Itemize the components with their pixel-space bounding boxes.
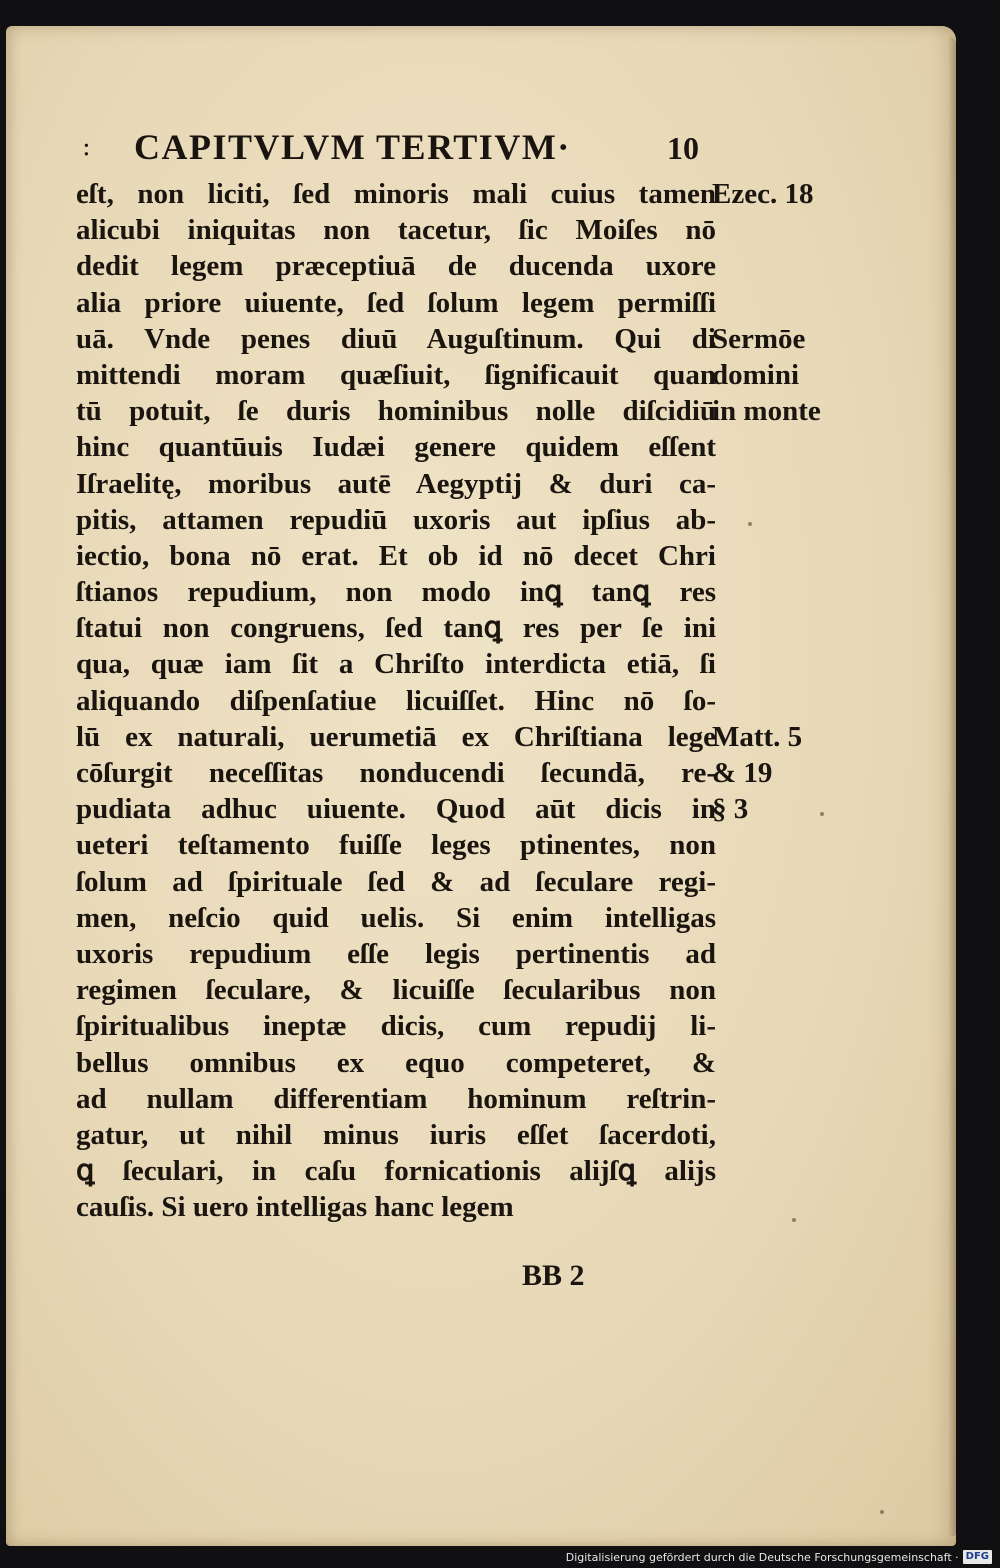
body-text [76,176,716,1225]
text-line: ſtianos repudium, non modo inꝗ tanꝗ res [76,576,716,609]
credit-text: Digitalisierung gefördert durch die Deutsche Forschungsgemeinschaft · [565,1550,959,1564]
header-mark: : [82,132,91,162]
text-line: ad nullam differentiam hominum reſtrin- [76,1082,716,1115]
margin-note: Ezec. 18 [712,178,814,210]
margin-note: & 19 [712,757,773,790]
text-line: dedit legem præceptiuā de ducenda uxore [76,250,716,283]
text-line: iectio, bona nō erat. Et ob id nō decet Chri [76,539,716,572]
margin-note: in monte [712,395,821,428]
text-line: gatur, ut nihil minus iuris eſſet ſacerdoti, [76,1118,716,1151]
text-line: pudiata adhuc uiuente. Quod aūt dicis in [76,793,716,826]
text-line: tū potuit, ſe duris hominibus nolle diſcidiū [76,395,716,428]
text-line: aliquando diſpenſatiue licuiſſet. Hinc nō ſo- [76,684,716,717]
page-edge-shadow [948,36,956,1536]
paper-speck [820,812,824,816]
text-line: qua, quæ iam ſit a Chriſto interdicta etiā, ſi [76,648,716,681]
paper-speck [792,1218,796,1222]
text-line: mittendi moram quæſiuit, ſignificauit quan [76,358,716,391]
margin-note: Matt. 5 [712,721,803,753]
digitization-credit [566,1548,992,1566]
text-line: cōſurgit neceſſitas nonducendi ſecundā, re- [76,757,716,789]
text-line: uā. Vnde penes diuū Auguſtinum. Qui di [76,322,716,355]
text-line: ueteri teſtamento fuiſſe leges ptinentes, non [76,829,716,862]
text-line: ſolum ad ſpirituale ſed & ad ſeculare regi- [76,865,716,898]
text-line: ſtatui non congruens, ſed tanꝗ res per ſe ini [76,612,716,645]
signature-mark: BB 2 [522,1259,585,1292]
text-line: eſt, non liciti, ſed minoris mali cuius tamen [76,178,716,210]
text-line: regimen ſeculare, & licuiſſe ſecularibus non [76,974,716,1007]
dfg-logo-icon: DFG [963,1550,992,1564]
text-line: Iſraelitę, moribus autē Aegyptij & duri ca- [76,467,716,500]
paper-speck [880,1510,884,1514]
text-line: ſpiritualibus ineptæ dicis, cum repudij li- [76,1010,716,1043]
folio-number: 10 [667,130,699,166]
paper-speck [748,522,752,526]
text-line: alia priore uiuente, ſed ſolum legem permiſſi [76,286,716,319]
text-line: men, neſcio quid uelis. Si enim intelligas [76,901,716,934]
text-line: alicubi iniquitas non tacetur, ſic Moiſes nō [76,214,716,247]
text-line: hinc quantūuis Iudæi genere quidem eſſent [76,431,716,464]
text-line: ꝗ ſeculari, in caſu fornicationis alijſꝗ alijs [76,1155,716,1188]
text-line: pitis, attamen repudiū uxoris aut ipſius ab- [76,503,716,536]
chapter-title: CAPITVLVM TERTIVM· [134,127,571,167]
text-line: uxoris repudium eſſe legis pertinentis ad [76,937,716,970]
margin-note: domini [712,359,800,391]
text-line: lū ex naturali, uerumetiā ex Chriſtiana lege [76,720,716,753]
running-header [82,126,712,170]
margin-note: § 3 [712,793,749,826]
text-line: bellus omnibus ex equo competeret, & [76,1046,716,1079]
text-line: cauſis. Si uero intelligas hanc legem [76,1191,514,1224]
margin-note: Sermōe [712,322,806,355]
